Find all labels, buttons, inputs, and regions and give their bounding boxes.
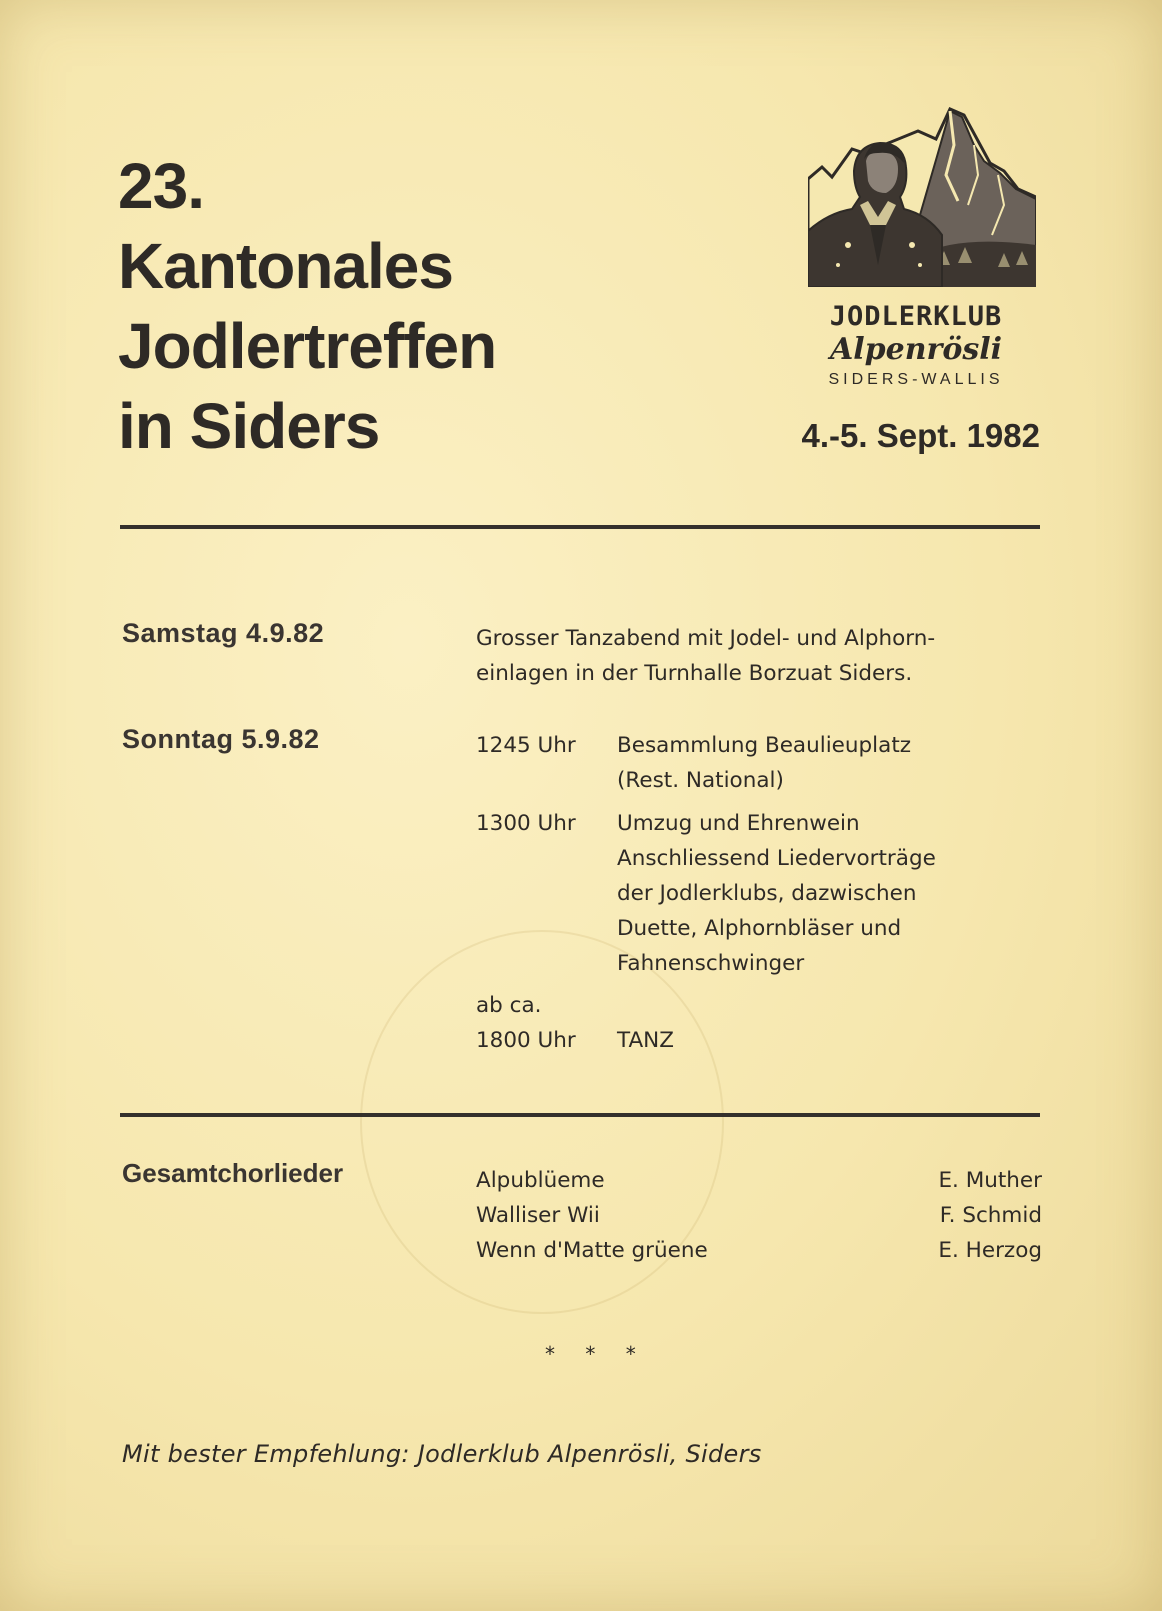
schedule-line: TANZ xyxy=(617,1028,674,1053)
club-place: SIDERS-WALLIS xyxy=(828,371,1004,388)
song-list xyxy=(476,1163,1042,1268)
schedule-prefix: ab ca. xyxy=(476,993,542,1018)
schedule-line: Fahnenschwinger xyxy=(617,951,805,976)
saturday-line-2: einlagen in der Turnhalle Borzuat Siders. xyxy=(476,661,913,686)
schedule-line: Besammlung Beaulieuplatz xyxy=(617,733,912,758)
saturday-description xyxy=(476,621,935,691)
saturday-label: Samstag 4.9.82 xyxy=(122,618,325,648)
song-title: Walliser Wii xyxy=(476,1203,600,1228)
schedule-time: 1245 Uhr xyxy=(476,733,576,758)
sunday-label: Sonntag 5.9.82 xyxy=(122,724,320,754)
song-composer: F. Schmid xyxy=(939,1203,1042,1228)
section-stars: * * * xyxy=(545,1342,648,1366)
saturday-line-1: Grosser Tanzabend mit Jodel- und Alphorn- xyxy=(476,626,936,651)
song-composer: E. Herzog xyxy=(938,1238,1042,1263)
song-title: Wenn d'Matte grüene xyxy=(476,1238,708,1263)
schedule-line: der Jodlerklubs, dazwischen xyxy=(617,881,917,906)
schedule-line: Duette, Alphornbläser und xyxy=(617,916,902,941)
schedule-line: (Rest. National) xyxy=(617,768,784,793)
schedule-line: Umzug und Ehrenwein xyxy=(617,811,860,836)
list-item xyxy=(476,1163,1042,1198)
schedule-line: Anschliessend Liedervorträge xyxy=(617,846,936,871)
footer-recommendation: Mit bester Empfehlung: Jodlerklub Alpenrösli, Siders xyxy=(122,1440,762,1468)
club-script-name: Alpenrösli xyxy=(829,332,1003,367)
club-logo xyxy=(790,105,1042,389)
title-line-2: Kantonales xyxy=(118,230,453,302)
schedule-time: 1800 Uhr xyxy=(476,1028,576,1053)
song-title: Alpublüeme xyxy=(476,1168,605,1193)
event-date: 4.-5. Sept. 1982 xyxy=(801,417,1040,454)
divider xyxy=(120,525,1040,529)
list-item xyxy=(476,1198,1042,1233)
page-title xyxy=(118,146,496,466)
song-composer: E. Muther xyxy=(938,1168,1042,1193)
club-name: JODLERKLUB xyxy=(829,301,1003,332)
songs-label: Gesamtchorlieder xyxy=(122,1158,344,1188)
title-line-3: Jodlertreffen xyxy=(118,310,497,382)
schedule-time: 1300 Uhr xyxy=(476,811,576,836)
title-line-1: 23. xyxy=(118,150,204,222)
title-line-4: in Siders xyxy=(118,390,380,462)
yodeler-matterhorn-icon xyxy=(808,105,1036,287)
divider xyxy=(120,1113,1040,1117)
list-item xyxy=(476,1233,1042,1268)
